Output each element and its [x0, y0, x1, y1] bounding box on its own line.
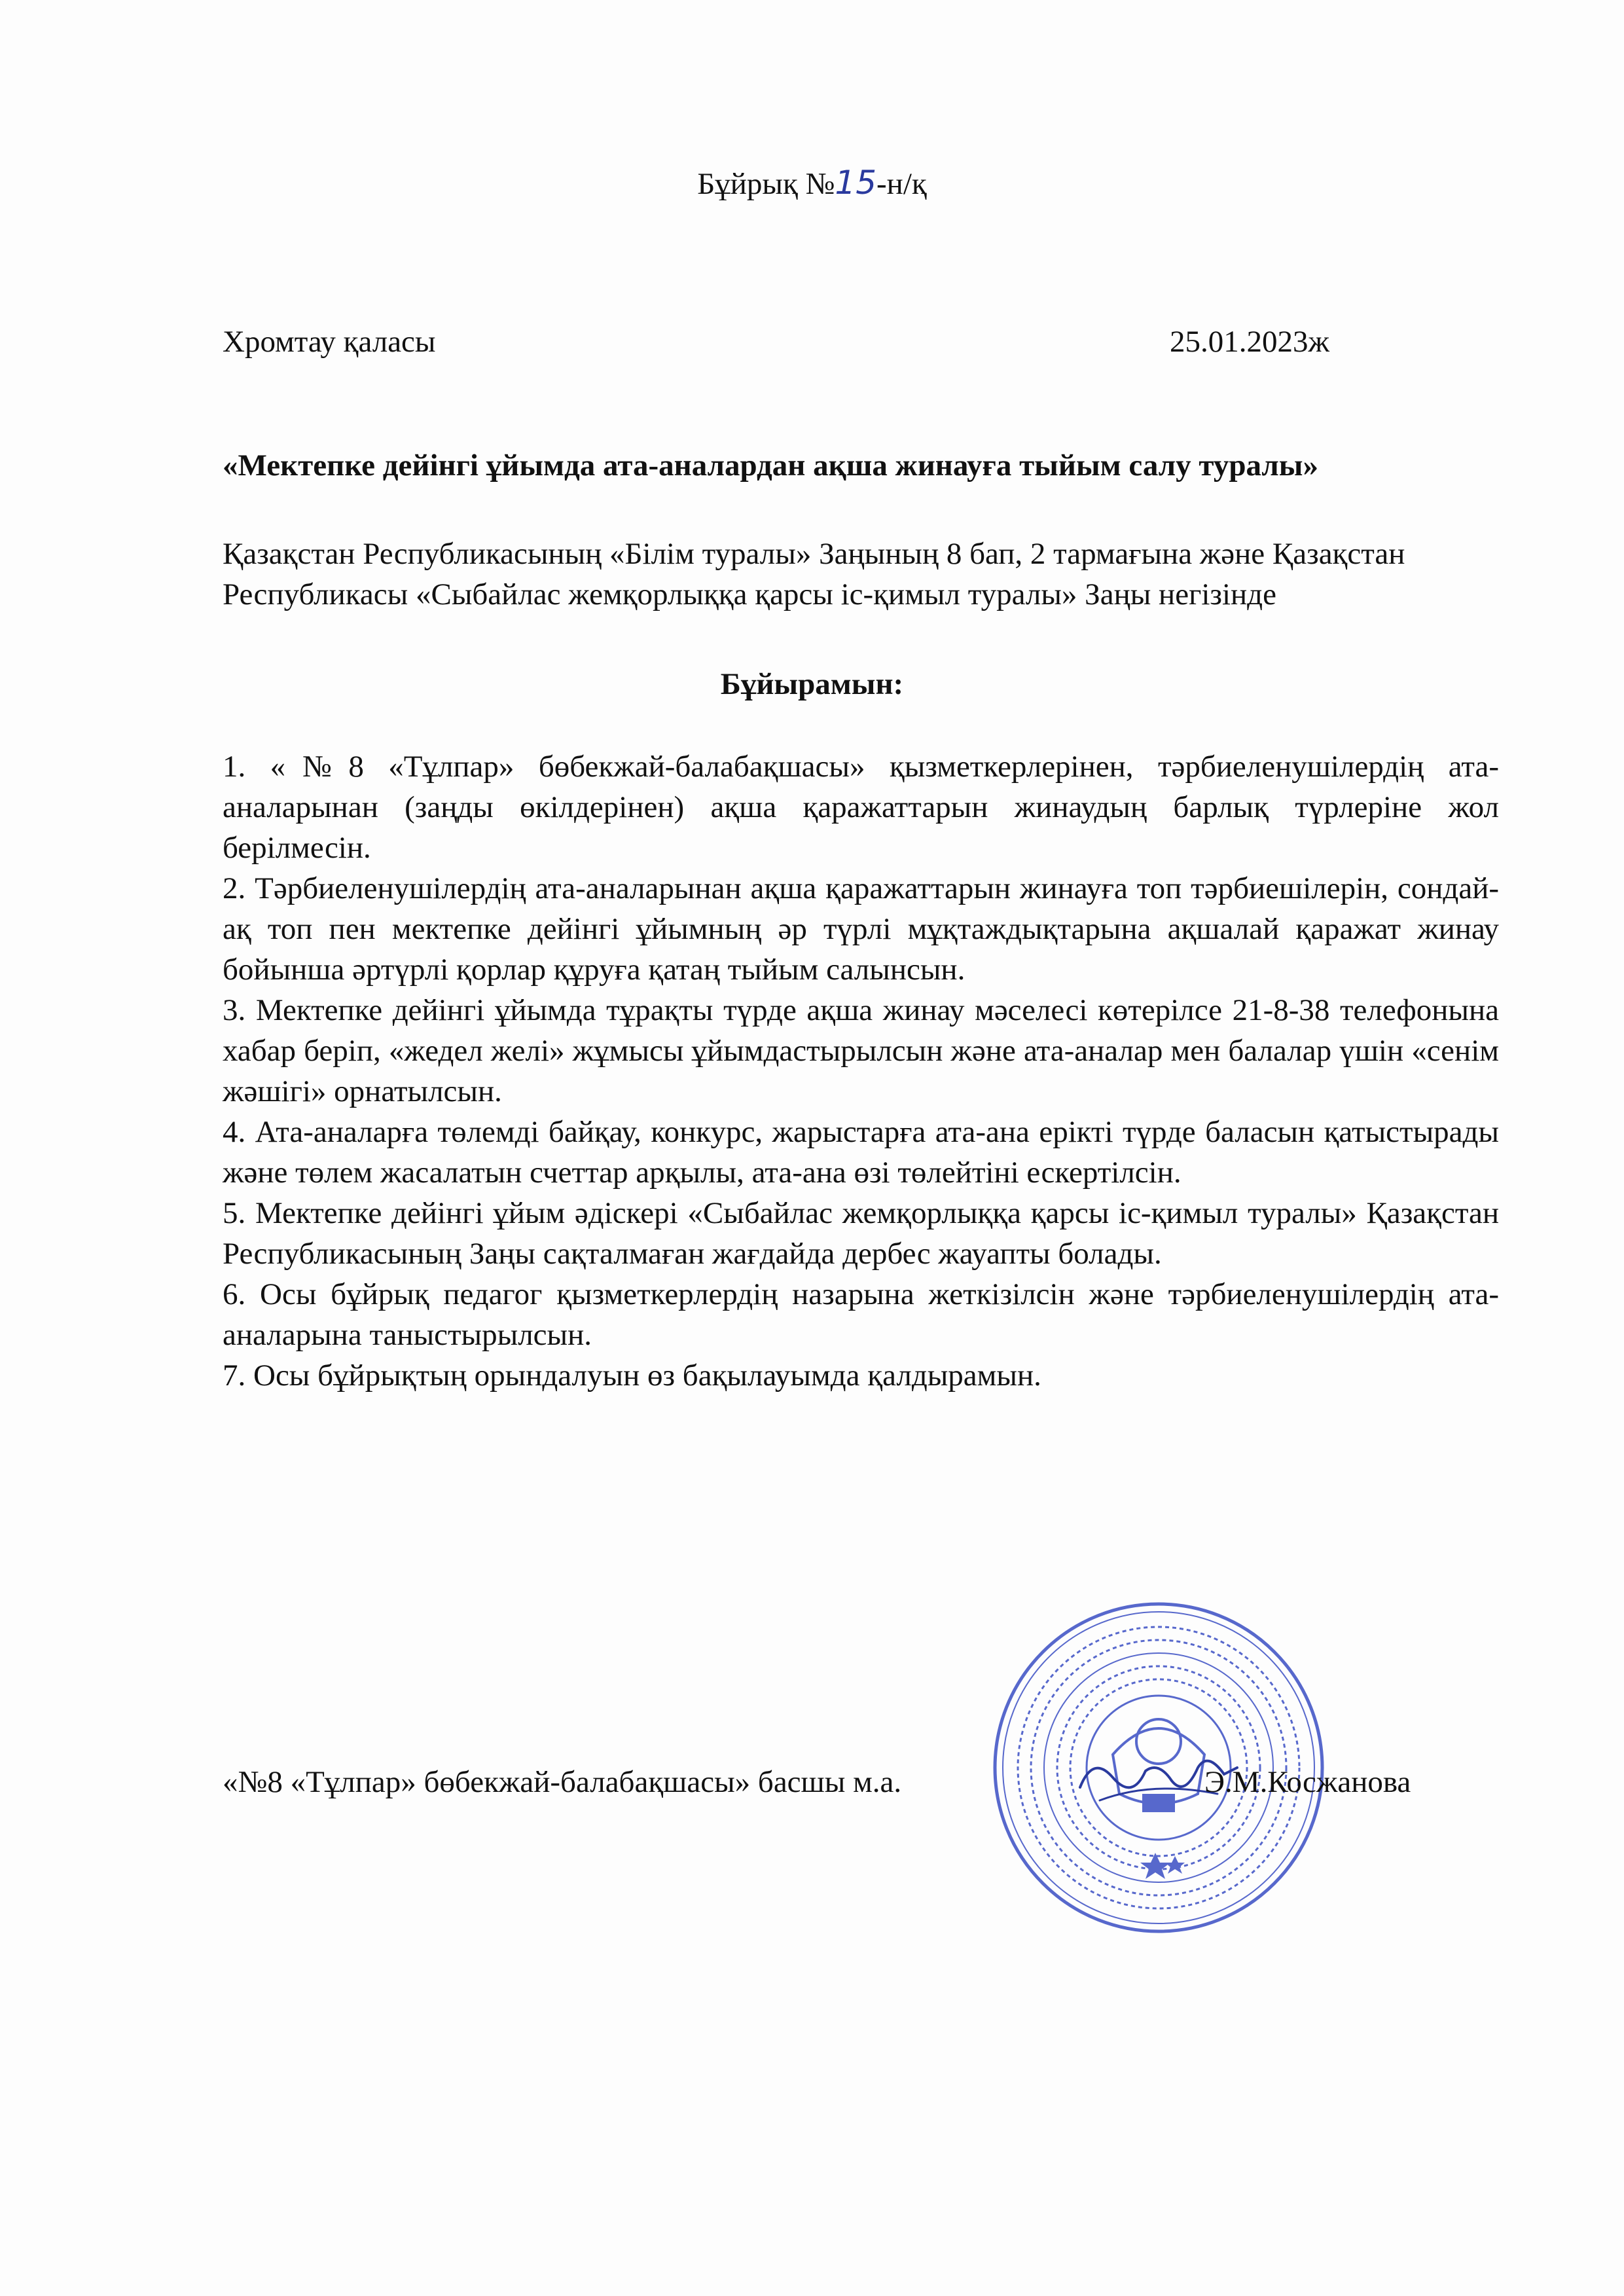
city-name: Хромтау қаласы [223, 325, 436, 359]
order-number-handwritten: 15 [835, 164, 877, 202]
order-subject: «Мектепке дейінгі ұйымда ата-аналардан ақша жинауға тыйым салу туралы» [223, 448, 1318, 483]
order-item-4: 4. Ата-аналарға төлемді байқау, конкурс, жарыстарға ата-ана ерікті түрде баласын қатыстырады және төлем жасалатын счеттар арқылы, ата-ана өзі төлейтіні ескертілсін. [223, 1115, 1499, 1190]
order-item-7: 7. Осы бұйрықтың орындалуын өз бақылауымда қалдырамын. [223, 1358, 1041, 1393]
decree-heading: Бұйырамын: [720, 667, 904, 701]
signatory-name: Э.М.Косжанова [1204, 1765, 1411, 1799]
order-date: 25.01.2023ж [1170, 325, 1329, 359]
legal-basis: Қазақстан Республикасының «Білім туралы» Заңының 8 бап, 2 тармағына және Қазақстан Республикасы «Сыбайлас жемқорлыққа қарсы іс-қимыл туралы» Заңы негізінде [223, 537, 1405, 611]
order-suffix: -н/қ [876, 167, 927, 201]
order-title [0, 164, 1624, 202]
order-item-3: 3. Мектепке дейінгі ұйымда тұрақты түрде ақша жинау мәселесі көтерілсе 21-8-38 телефонына хабар беріп, «жедел желі» жұмысы ұйымдастырылсын және ата-аналар мен балалар үшін «сенім жәшігі» орнатылсын. [223, 993, 1499, 1108]
order-item-5: 5. Мектепке дейінгі ұйым әдіскері «Сыбайлас жемқорлыққа қарсы іс-қимыл туралы» Қазақстан Республикасының Заңы сақталмаған жағдайда дербес жауапты болады. [223, 1196, 1499, 1271]
signatory-position: «№8 «Тұлпар» бөбекжай-балабақшасы» басшы м.а. [223, 1765, 902, 1799]
order-item-6: 6. Осы бұйрық педагог қызметкерлердің назарына жеткізілсін және тәрбиеленушілердің ата-аналарына таныстырылсын. [223, 1277, 1499, 1352]
order-item-2: 2. Тәрбиеленушілердің ата-аналарынан ақша қаражаттарын жинауға топ тәрбиешілерін, сондай-ақ топ пен мектепке дейінгі ұйымның әр түрлі мұқтаждықтарына ақшалай қаражат жинау бойынша әртүрлі қорлар құруға қатаң тыйым салынсын. [223, 871, 1499, 987]
order-items [223, 746, 1499, 1396]
order-item-1: 1. «№8 «Тұлпар» бөбекжай-балабақшасы» қызметкерлерінен, тәрбиеленушілердің ата-аналарынан (заңды өкілдерінен) ақша қаражаттарын жинаудың барлық түрлеріне жол берілмесін. [223, 750, 1499, 865]
order-label: Бұйрық № [697, 167, 835, 201]
